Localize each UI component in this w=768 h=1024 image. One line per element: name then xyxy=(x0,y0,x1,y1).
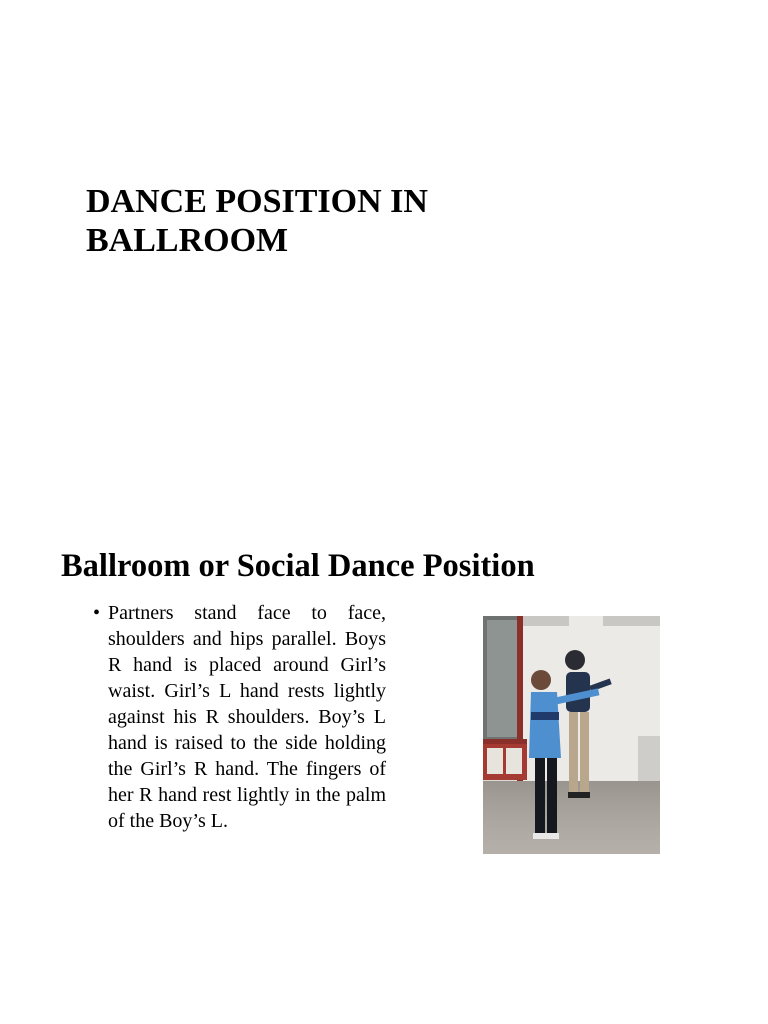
bullet-paragraph: Partners stand face to face, shoulders and hips parallel. Boys R hand is placed around Girl’s waist. Girl’s L hand rests lightly against his R shoulders. Boy’s L hand is raised to the side holding the Girl’s R hand. The fingers of her R hand rest lightly in the palm of the Boy’s L. xyxy=(108,602,386,832)
slide-title: DANCE POSITION IN BALLROOM xyxy=(86,183,428,259)
section-heading: Ballroom or Social Dance Position xyxy=(61,548,535,584)
bullet-icon: • xyxy=(93,602,101,624)
dance-couple-photo xyxy=(483,616,660,854)
